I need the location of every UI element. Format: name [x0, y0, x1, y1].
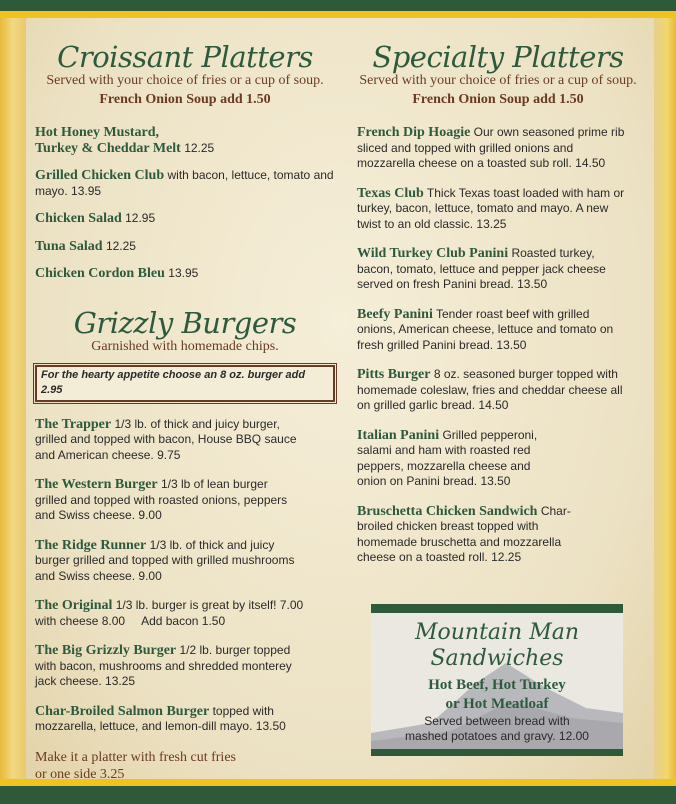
item-price: 14.50: [478, 398, 509, 412]
specialty-header: [357, 40, 639, 108]
item-desc: Tender roast beef with grilled onions, American cheese, lettuce and tomato on fresh grilled Panini bread.: [357, 306, 614, 352]
item-name: Char-Broiled Salmon Burger: [35, 703, 210, 719]
item-name: Pitts Burger: [357, 367, 431, 382]
menu-item: [357, 246, 627, 293]
item-desc: 8 oz. seasoned burger topped with homemade coleslaw, fries and cheddar cheese all on grilled garlic bread.: [357, 367, 623, 412]
item-name: The Trapper: [35, 416, 112, 432]
item-price: 13.95: [71, 183, 102, 198]
croissant-title: Croissant Platters: [57, 40, 313, 74]
item-price: 9.00: [138, 508, 162, 522]
platter-line: Make it a platter with fresh cut fries: [35, 749, 236, 765]
item-name: French Dip Hoagie: [357, 125, 471, 140]
mountain-man-desc: [371, 714, 623, 744]
menu-item: [357, 186, 627, 233]
top-green-band: [0, 0, 676, 11]
item-price: 13.50: [517, 277, 548, 291]
item-name: Hot Honey Mustard,: [35, 125, 160, 140]
item-price: 9.75: [157, 447, 181, 462]
item-desc: Grilled pepperoni, salami and ham with roasted red peppers, mozzarella cheese and onion on Panini bread.: [357, 427, 538, 488]
right-column: [357, 40, 639, 566]
right-gold-edge: [654, 18, 676, 779]
item-name: Italian Panini: [357, 427, 440, 443]
menu-item: [35, 239, 335, 255]
item-name: The Big Grizzly Burger: [35, 643, 177, 658]
item-desc: Our own seasoned prime rib sliced and topped with grilled onions and mozzarella cheese on a toasted sub roll.: [357, 125, 625, 170]
box-top-bar: [371, 604, 623, 613]
menu-item: [35, 643, 300, 690]
menu-item: [35, 266, 335, 282]
platter-line: or one side 3.25: [35, 766, 125, 782]
menu-item: [35, 704, 310, 735]
item-price: 12.25: [184, 140, 215, 155]
item-price: 12.25: [105, 238, 136, 253]
top-gold-band: [0, 11, 676, 18]
option-line: Hot Beef, Hot Turkey: [428, 677, 566, 693]
item-price: 12.25: [491, 550, 522, 564]
menu-item: [357, 125, 627, 172]
item-price: 13.50: [255, 719, 286, 733]
item-desc: Roasted turkey, bacon, tomato, lettuce and pepper jack cheese served on fresh Panini bread.: [357, 246, 606, 291]
item-desc: 1/3 lb. burger is great by itself!: [115, 598, 277, 612]
item-name: Beefy Panini: [357, 306, 433, 322]
menu-item: [35, 125, 335, 156]
item-name: Turkey & Cheddar Melt: [35, 140, 181, 156]
item-price: 13.50: [480, 474, 511, 488]
item-name: The Western Burger: [35, 477, 158, 492]
mountain-man-options: [371, 676, 623, 714]
bottom-green-band: [0, 786, 676, 804]
croissant-subtitle: Served with your choice of fries or a cup of soup.: [46, 73, 324, 88]
item-desc: Thick Texas toast loaded with ham or turkey, bacon, lettuce, tomato and mayo. A new twist to an old classic.: [357, 185, 625, 231]
menu-item: [357, 367, 627, 414]
desc-line: mashed potatoes and gravy. 12.00: [405, 729, 589, 743]
item-name: Grilled Chicken Club: [35, 168, 165, 183]
title-line: Mountain Man: [414, 620, 580, 645]
menu-item: [357, 307, 627, 354]
item-price: 13.50: [496, 337, 527, 352]
item-name: The Ridge Runner: [35, 537, 147, 553]
item-price: 13.25: [105, 674, 136, 688]
item-price: 13.95: [168, 266, 199, 280]
platter-note: [35, 749, 335, 783]
item-name: Texas Club: [357, 185, 424, 201]
mountain-man-box: [371, 604, 623, 756]
menu-item: [357, 428, 557, 490]
menu-item: [35, 538, 310, 585]
burger-upgrade-note: For the hearty appetite choose an 8 oz. burger add 2.95: [35, 365, 335, 402]
item-desc: Char-broiled chicken breast topped with homemade bruschetta and mozzarella cheese on a toasted roll.: [357, 503, 571, 564]
item-desc: topped with mozzarella, lettuce, and lemon-dill mayo.: [35, 703, 274, 733]
menu-item: [35, 168, 335, 199]
item-name: Bruschetta Chicken Sandwich: [357, 503, 538, 519]
item-price: 13.25: [476, 216, 507, 231]
menu-item: [35, 477, 290, 524]
menu-item: [35, 417, 305, 464]
specialty-soup-note: French Onion Soup add 1.50: [412, 92, 584, 107]
item-price: 14.50: [575, 156, 606, 170]
left-gold-edge: [0, 18, 26, 779]
title-line: Sandwiches: [430, 646, 564, 671]
item-desc: 1/3 lb of lean burger grilled and topped with roasted onions, peppers and Swiss cheese.: [35, 477, 288, 522]
specialty-subtitle: Served with your choice of fries or a cup of soup.: [359, 73, 637, 88]
item-extra: with cheese 8.00 Add bacon 1.50: [35, 613, 226, 628]
option-line: or Hot Meatloaf: [445, 696, 549, 712]
item-desc: with bacon, lettuce, tomato and mayo.: [35, 168, 334, 198]
item-name: Chicken Salad: [35, 211, 122, 226]
item-price: 12.95: [125, 211, 156, 225]
menu-item: [357, 504, 587, 566]
burgers-header: [35, 306, 335, 355]
specialty-title: Specialty Platters: [372, 40, 624, 74]
burgers-subtitle: Garnished with homemade chips.: [91, 338, 279, 354]
croissant-soup-note: French Onion Soup add 1.50: [99, 92, 271, 107]
mountain-man-title: [371, 620, 623, 672]
item-desc: 1/3 lb. of thick and juicy burger grilled and topped with grilled mushrooms and Swiss cheese.: [35, 537, 295, 583]
item-price: 7.00: [279, 598, 304, 612]
item-name: Wild Turkey Club Panini: [357, 246, 509, 261]
croissant-header: [35, 40, 335, 108]
item-name: The Original: [35, 598, 113, 613]
box-bottom-bar: [371, 749, 623, 756]
burgers-title: Grizzly Burgers: [73, 305, 297, 340]
left-column: [35, 40, 335, 783]
menu-item: [35, 211, 335, 227]
item-name: Chicken Cordon Bleu: [35, 266, 165, 281]
item-desc: 1/2 lb. burger topped with bacon, mushrooms and shredded monterey jack cheese.: [35, 643, 292, 688]
desc-line: Served between bread with: [424, 714, 570, 728]
item-desc: 1/3 lb. of thick and juicy burger, grilled and topped with bacon, House BBQ sauce and American cheese.: [35, 416, 297, 462]
menu-item: [35, 598, 325, 629]
item-price: 9.00: [138, 568, 162, 583]
item-name: Tuna Salad: [35, 238, 103, 254]
